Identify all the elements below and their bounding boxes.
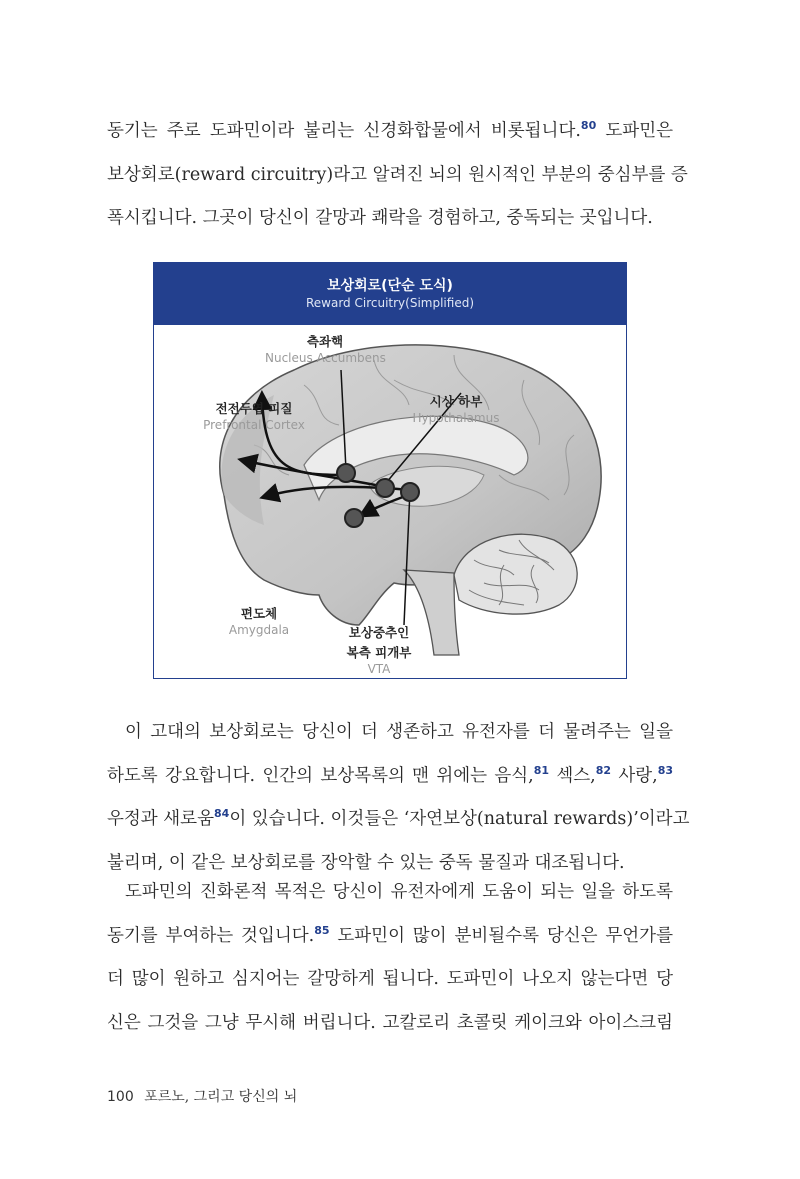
paragraph-line: 불리며, 이 같은 보상회로를 장악할 수 있는 중독 물질과 대조됩니다. [107, 852, 625, 873]
vta-dot [401, 483, 419, 501]
footnote-ref[interactable]: 84 [214, 807, 230, 820]
label-nucleus-accumbens: 측좌핵 Nucleus Accumbens [265, 334, 386, 365]
label-prefrontal-cortex: 전전두엽 피질 Prefrontal Cortex [203, 401, 305, 432]
paragraph-line: 보상회로(reward circuitry)라고 알려진 뇌의 원시적인 부분의 중심부를 증 [107, 164, 688, 185]
figure-header [154, 263, 626, 325]
paragraph-2 [107, 711, 690, 885]
paragraph-line: 하도록 강요합니다. 인간의 보상목록의 맨 위에는 음식,$^{81}$ 섹스,$^{82}$ 사랑,$^{83}$ [107, 763, 673, 786]
label-vta: 보상중추인 복측 피개부 VTA [346, 625, 412, 676]
amygdala-dot [345, 509, 363, 527]
footnote-ref[interactable]: 80 [580, 119, 597, 132]
paragraph-line: 이 고대의 보상회로는 당신이 더 생존하고 유전자를 더 물려주는 일을 [125, 722, 673, 742]
paragraph-line: 동기를 부여하는 것입니다.$^{85}$ 도파민이 많이 분비될수록 당신은 무언가를 [107, 923, 673, 946]
label-hypothalamus: 시상 하부 Hypothalamus [412, 394, 500, 425]
footnote-ref[interactable]: 82 [595, 763, 612, 777]
footnote-ref[interactable]: 81 [533, 763, 550, 777]
paragraph-line: 신은 그것을 그냥 무시해 버립니다. 고칼로리 초콜릿 케이크와 아이스크림 [107, 1012, 673, 1033]
book-title: 포르노, 그리고 당신의 뇌 [144, 1089, 298, 1105]
paragraph-1 [107, 110, 688, 241]
figure-title-english: Reward Circuitry(Simplified) [305, 296, 474, 310]
page-number: 100 [107, 1089, 134, 1105]
paragraph-line: 우정과 새로움$^{84}$이 있습니다. 이것들은 ‘자연보상(natural rewards)’이라고 [107, 807, 690, 829]
paragraph-line: 동기는 주로 도파민이라 불리는 신경화합물에서 비롯됩니다.$^{80}$ 도파민은 [107, 119, 674, 141]
label-amygdala: 편도체 Amygdala [228, 606, 290, 637]
figure-title-korean: 보상회로(단순 도식) [327, 278, 453, 294]
hypothalamus-dot [376, 479, 394, 497]
nucleus-accumbens-dot [337, 464, 355, 482]
paragraph-line: 더 많이 원하고 심지어는 갈망하게 됩니다. 도파민이 나오지 않는다면 당 [107, 969, 673, 989]
page-footer [107, 1086, 297, 1106]
footnote-ref[interactable]: 85 [314, 923, 330, 937]
paragraph-line: 도파민의 진화론적 목적은 당신이 유전자에게 도움이 되는 일을 하도록 [125, 882, 673, 902]
paragraph-line: 폭시킵니다. 그곳이 당신이 갈망과 쾌락을 경험하고, 중독되는 곳입니다. [107, 208, 653, 228]
footnote-ref[interactable]: 83 [657, 763, 673, 777]
paragraph-3 [107, 871, 673, 1045]
reward-circuitry-figure [153, 262, 627, 679]
